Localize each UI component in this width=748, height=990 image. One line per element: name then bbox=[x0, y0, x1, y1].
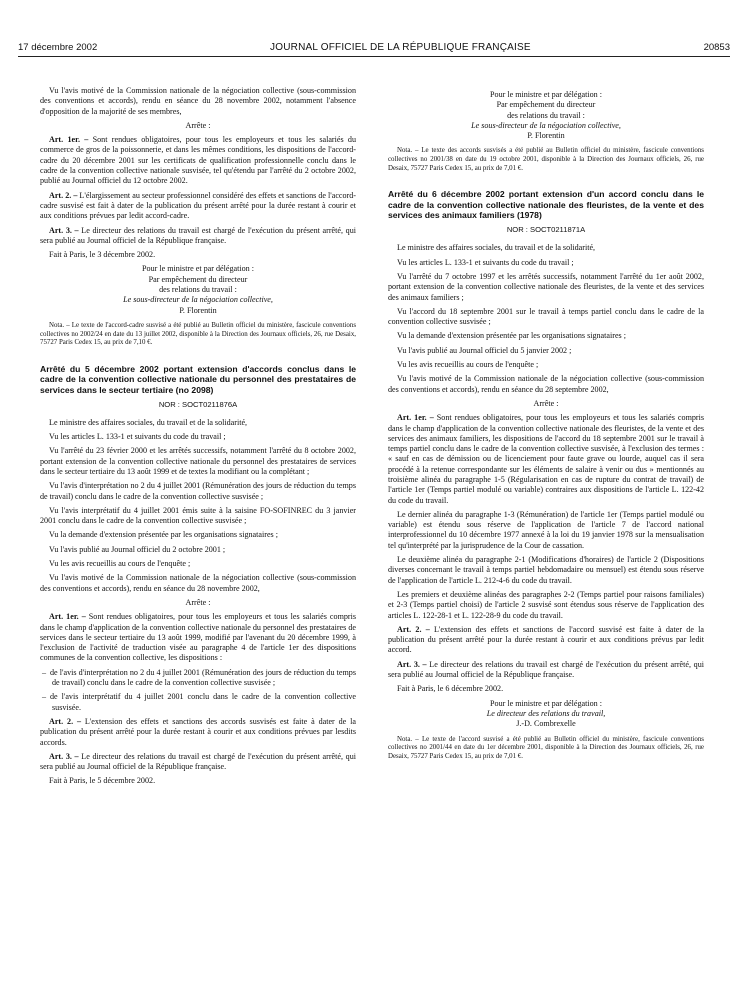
article-text: Sont rendues obligatoires, pour tous les employeurs et tous les salariés compris dans le champ d'application de la convention collective nationale du personnel des prestataires de services dans le secteur tertiaire du 13 août 1999, modifié par l'avenant du 20 décembre 1999, à l'exclusion de l'activité de traduction visée au paragraphe 4 de l'article 1er des dispositions communes de la convention collective, les dispositions : bbox=[40, 612, 357, 663]
header-rule bbox=[18, 56, 730, 57]
paragraph: Les premiers et deuxième alinéas des paragraphes 2-2 (Temps partiel pour raisons familiales) et 2-3 (Temps partiel choisi) de l'article 2 susvisé sont étendus sous réserve de l'application des articles L. 122-28-1 et L. 122-28-9 du code du travail. bbox=[388, 589, 704, 620]
paragraph: Vu l'avis interprétatif du 4 juillet 2001 émis suite à la saisine FO-SOFINREC du 3 janvier 2001 conclu dans le cadre de la convention collective susvisée ; bbox=[40, 505, 356, 526]
paragraph: Vu les avis recueillis au cours de l'enquête ; bbox=[49, 559, 191, 569]
article-3 bbox=[40, 226, 356, 247]
article-label: Art. 3. – bbox=[49, 751, 79, 761]
signature-line: Pour le ministre et par délégation : bbox=[490, 698, 602, 708]
nota: Nota. – Le texte de l'accord susvisé a été publié au Bulletin officiel du ministère, fascicule conventions collectives no 2001/44 en date du 1er décembre 2001, disponible à la Direction des Journaux officiels, 26, rue Desaix, 75727 Paris Cedex 15, au prix de 7,01 €. bbox=[388, 735, 704, 760]
dash-text: de l'avis interprétatif du 4 juillet 2001 conclu dans le cadre de la convention collective susvisée. bbox=[50, 692, 356, 712]
dash-item: – de l'avis d'interprétation no 2 du 4 juillet 2001 (Rémunération des jours de réduction du temps de travail) conclu dans le cadre de la convention collective susvisée ; bbox=[42, 667, 356, 688]
paragraph: Le deuxième alinéa du paragraphe 2-1 (Modifications d'horaires) de l'article 2 (Dispositions diverses concernant le travail à temps partiel hebdomadaire ou mensuel) est étendu sous réserve de l'application de l'article L. 212-4-6 du code du travail. bbox=[388, 555, 704, 585]
signature-date: Fait à Paris, le 3 décembre 2002. bbox=[49, 250, 156, 260]
dash-item: – de l'avis interprétatif du 4 juillet 2001 conclu dans le cadre de la convention collective susvisée. bbox=[42, 692, 356, 712]
nor-reference: NOR : SOCT0211871A bbox=[506, 225, 586, 235]
article-text: Le directeur des relations du travail est chargé de l'exécution du présent arrêté, qui sera publié au Journal officiel de la République française. bbox=[388, 659, 704, 680]
nota: Nota. – Le texte des accords susvisés a été publié au Bulletin officiel du ministère, fascicule conventions collectives no 2001/38 en date du 19 octobre 2001, disponible à la Direction des Journaux officiels, 26, rue Desaix, 75727 Paris Cedex 15, au prix de 7,01 €. bbox=[388, 147, 704, 172]
left-column bbox=[40, 86, 356, 791]
signature-line: des relations du travail : bbox=[159, 285, 237, 295]
article-text: L'extension des effets et sanctions des accords susvisés est faite à dater de la publication du présent arrêté pour la durée restant à courir et aux conditions prévues par lesdits accords. bbox=[40, 716, 356, 747]
header-date: 17 décembre 2002 bbox=[18, 41, 98, 53]
right-column bbox=[388, 86, 704, 769]
article-label: Art. 3. – bbox=[49, 225, 79, 235]
signature-line: des relations du travail : bbox=[507, 110, 585, 120]
paragraph: Le dernier alinéa du paragraphe 1-3 (Rémunération) de l'article 1er (Temps partiel modulé ou variable) est étendu sous réserve de l'application de l'article 7 de l'accord national interprofessionnel du 10 décembre 1977 annexé à la loi du 19 janvier 1978 sur la mensualisation tel qu'interprété par la jurisprudence de la Cour de cassation. bbox=[388, 509, 704, 550]
signature-date: Fait à Paris, le 5 décembre 2002. bbox=[49, 776, 156, 786]
signature-block bbox=[388, 699, 704, 730]
paragraph: Vu l'avis d'interprétation no 2 du 4 juillet 2001 (Rémunération des jours de réduction du temps de travail) conclu dans le cadre de la convention collective susvisée ; bbox=[40, 481, 356, 501]
article-2 bbox=[40, 717, 356, 748]
article-text: L'extension des effets et sanctions de l'accord susvisé est faite à dater de la publication du présent arrêté pour la durée restant à courir et aux conditions prévus par ledit accord. bbox=[388, 624, 704, 655]
paragraph: Vu l'avis publié au Journal officiel du 5 janvier 2002 ; bbox=[397, 345, 572, 355]
article-3 bbox=[40, 752, 356, 773]
page-number: 20853 bbox=[703, 41, 730, 53]
signature-line: Le sous-directeur de la négociation collective, bbox=[123, 295, 273, 305]
signature-date: Fait à Paris, le 6 décembre 2002. bbox=[397, 684, 504, 694]
paragraph: Vu l'accord du 18 septembre 2001 sur le travail à temps partiel conclu dans le cadre de la convention collective susvisée ; bbox=[388, 306, 704, 327]
page-header bbox=[18, 40, 730, 54]
dash-text: de l'avis d'interprétation no 2 du 4 juillet 2001 (Rémunération des jours de réduction du temps de travail) conclu dans le cadre de la convention collective susvisée ; bbox=[50, 667, 356, 688]
article-label: Art. 2. – bbox=[49, 716, 82, 726]
paragraph: Vu l'avis publié au Journal officiel du 2 octobre 2001 ; bbox=[49, 544, 226, 554]
signature-line: Pour le ministre et par délégation : bbox=[490, 90, 602, 99]
article-1 bbox=[40, 612, 356, 663]
signature-line: Par empêchement du directeur bbox=[148, 274, 248, 284]
nota: Nota. – Le texte de l'accord-cadre susvisé a été publié au Bulletin officiel du ministère, fascicule conventions collectives no 2002/24 en date du 13 juillet 2002, disponible à la Direction des Journaux officiels, 26, rue Desaix, 75727 Paris Cedex 15, au prix de 7,10 €. bbox=[40, 321, 356, 347]
paragraph: Vu l'arrêté du 23 février 2000 et les arrêtés successifs, notamment l'arrêté du 8 octobre 2002, portant extension de la convention collective nationale du personnel des prestataires de services dans le secteur tertiaire du 13 août 1999 et de textes la modifiant ou la complétant ; bbox=[40, 446, 356, 476]
paragraph: Le ministre des affaires sociales, du travail et de la solidarité, bbox=[49, 417, 248, 427]
signature-line: Par empêchement du directeur bbox=[496, 100, 596, 110]
signature-line: Pour le ministre et par délégation : bbox=[142, 264, 254, 274]
article-label: Art. 1er. – bbox=[49, 612, 86, 622]
nor-reference: NOR : SOCT0211876A bbox=[158, 399, 238, 409]
paragraph: Vu l'avis motivé de la Commission nationale de la négociation collective (sous-commission des conventions et accords), rendu en séance du 28 novembre 2002, notamment l'absence d'opposition de la majorité de ses membres, bbox=[40, 86, 356, 116]
signature-line: Le sous-directeur de la négociation collective, bbox=[471, 120, 621, 130]
paragraph: Vu l'avis motivé de la Commission nationale de la négociation collective (sous-commission des conventions et accords), rendu en séance du 28 novembre 2002, bbox=[40, 573, 356, 593]
arrete-label: Arrête : bbox=[185, 597, 211, 607]
article-text: Le directeur des relations du travail est chargé de l'exécution du présent arrêté, qui sera publié au Journal officiel de la République française. bbox=[40, 225, 356, 245]
paragraph: Le ministre des affaires sociales, du travail et de la solidarité, bbox=[397, 243, 596, 253]
article-1 bbox=[388, 413, 704, 506]
article-text: Sont rendues obligatoires, pour tous les employeurs et tous les salariés du commerce de gros de la poissonnerie, et dans les mêmes conditions, les dispositions de l'accord-cadre du 20 décembre 2001 sur les certificats de qualification professionnelle conclu dans le cadre de la convention collective nationale susvisée, tel qu'étendu par l'arrêté du 2 octobre 2002, publié au Journal officiel du 12 octobre 2002. bbox=[40, 135, 356, 186]
decree-title: Arrêté du 6 décembre 2002 portant extension d'un accord conclu dans le cadre de la convention collective nationale des fleuristes, de la vente et des services des animaux familiers (1978) bbox=[388, 189, 704, 221]
paragraph: Vu la demande d'extension présentée par les organisations signataires ; bbox=[49, 530, 278, 540]
signatory-name: P. Florentin bbox=[527, 131, 565, 141]
article-2 bbox=[388, 625, 704, 656]
signatory-name: P. Florentin bbox=[179, 305, 217, 315]
arrete-label: Arrête : bbox=[185, 120, 211, 130]
paragraph: Vu l'arrêté du 7 octobre 1997 et les arrêtés successifs, notamment l'arrêté du 1er août 2002, portant extension de la convention collective nationale des fleuristes, de la vente et des services des animaux familiers ; bbox=[388, 271, 704, 302]
decree-title: Arrêté du 5 décembre 2002 portant extension d'accords conclus dans le cadre de la convention collective nationale du personnel des prestataires de services dans le secteur tertiaire (no 2098) bbox=[40, 363, 356, 395]
article-text: L'élargissement au secteur professionnel considéré des effets et sanctions de l'accord-cadre susvisé est fait à dater de la publication du présent arrêté pour la durée restant à courir et aux conditions prévues par ledit accord-cadre. bbox=[40, 190, 356, 221]
article-text: Le directeur des relations du travail est chargé de l'exécution du présent arrêté, qui sera publié au Journal officiel de la République française. bbox=[40, 751, 356, 772]
signature-block bbox=[40, 264, 356, 315]
paragraph: Vu les avis recueillis au cours de l'enquête ; bbox=[397, 360, 539, 370]
journal-title: JOURNAL OFFICIEL DE LA RÉPUBLIQUE FRANÇAISE bbox=[270, 41, 531, 53]
article-label: Art. 3. – bbox=[397, 659, 427, 669]
article-label: Art. 2. – bbox=[49, 190, 78, 200]
article-3 bbox=[388, 660, 704, 681]
article-2 bbox=[40, 191, 356, 222]
article-label: Art. 1er. – bbox=[49, 135, 89, 145]
article-label: Art. 1er. – bbox=[397, 413, 434, 423]
paragraph: Vu la demande d'extension présentée par les organisations signataires ; bbox=[397, 331, 626, 341]
article-label: Art. 2. – bbox=[397, 624, 430, 634]
paragraph: Vu l'avis motivé de la Commission nationale de la négociation collective (sous-commission des conventions et accords), rendu en séance du 28 septembre 2002, bbox=[388, 374, 704, 394]
paragraph: Vu les articles L. 133-1 et suivants du code du travail ; bbox=[49, 432, 226, 442]
signatory-name: J.-D. Combrexelle bbox=[516, 719, 576, 729]
article-1 bbox=[40, 135, 356, 186]
signature-line: Le directeur des relations du travail, bbox=[486, 708, 606, 718]
arrete-label: Arrête : bbox=[533, 398, 559, 408]
article-text: Sont rendues obligatoires, pour tous les employeurs et tous les salariés compris dans le champ d'application de la convention collective nationale des fleuristes, de la vente et des services des animaux familiers, les dispositions de l'accord du 18 septembre 2001 sur le travail à temps partiel conclu dans le cadre de la convention collective susvisée, à l'exclusion des termes : « sauf en cas de démission ou de licenciement pour faute grave ou lourde, auquel cas il sera procédé à la retenue correspondante sur les éléments de salaire à venir ou dus » mentionnés au troisième alinéa du paragraphe 1-5 (Régularisation en cas de rupture du contrat de travail) de l'article 1er (Temps partiel modulé ou variable) contraires aux dispositions de l'article L. 122-42 du code du travail. bbox=[388, 413, 705, 505]
signature-block bbox=[388, 90, 704, 141]
paragraph: Vu les articles L. 133-1 et suivants du code du travail ; bbox=[397, 257, 574, 267]
